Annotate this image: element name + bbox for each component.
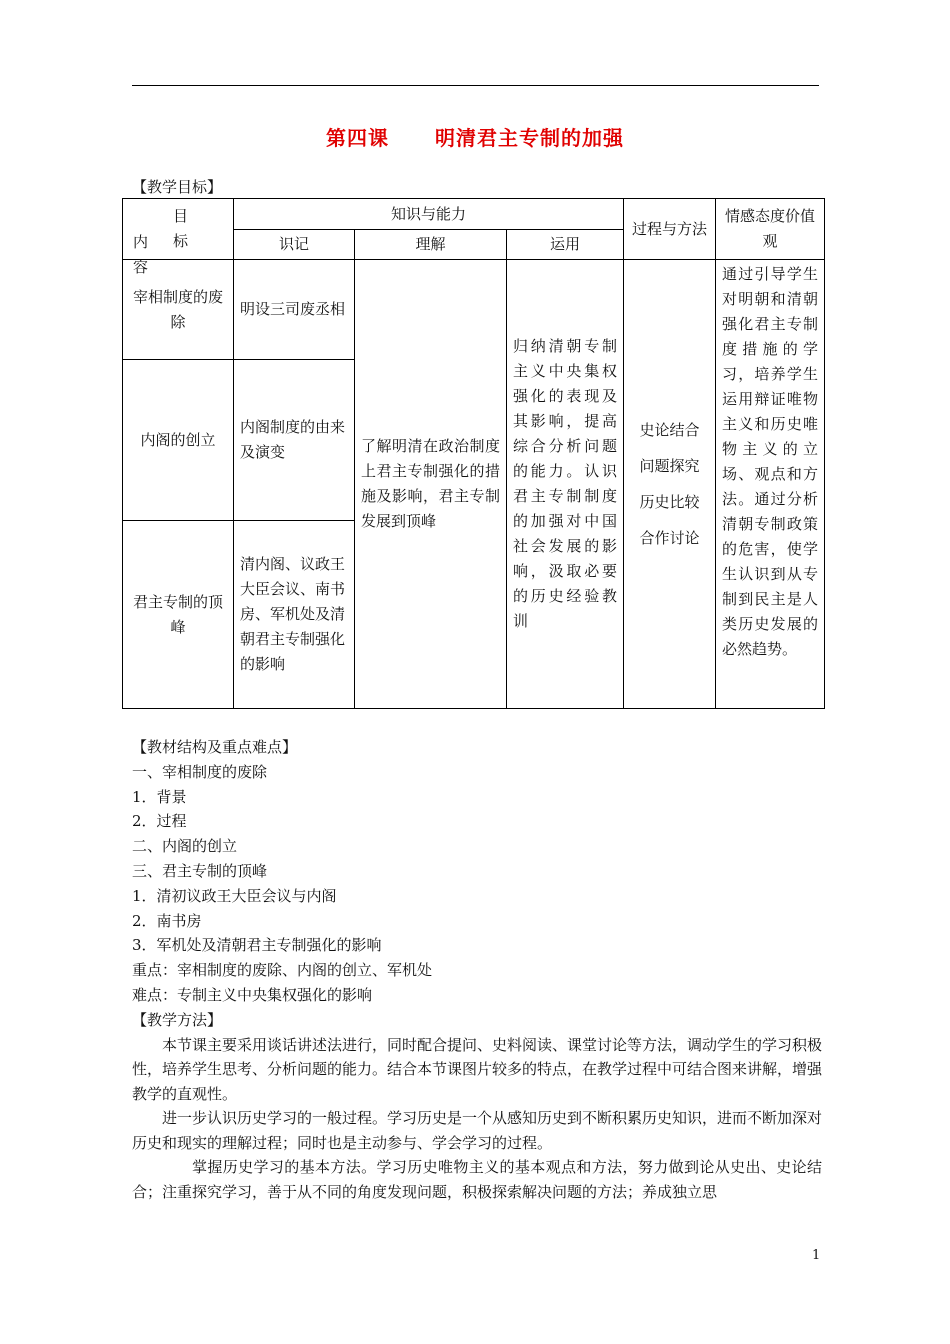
page-title <box>0 122 950 151</box>
header-knowledge: 知识与能力 <box>234 199 624 230</box>
methods-cell <box>624 260 716 709</box>
content-cell: 君主专制的顶峰 <box>123 521 234 709</box>
objectives-table <box>122 198 825 709</box>
paragraph: 进一步认识历史学习的一般过程。学习历史是一个从感知历史到不断积累历史知识，进而不断加深对历史和现实的理解过程；同时也是主动参与、学会学习的过程。 <box>132 1109 823 1152</box>
outline-heading: 【教材结构及重点难点】 <box>132 738 298 756</box>
method-item: 历史比较 <box>639 492 700 511</box>
table-corner-cell <box>123 199 234 276</box>
content-cell: 宰相制度的废除 <box>123 260 234 360</box>
lesson-name: 明清君主专制的加强 <box>435 126 624 150</box>
subheader-apply: 运用 <box>507 230 624 260</box>
section-heading-objectives: 【教学目标】 <box>132 178 223 196</box>
remember-cell: 内阁制度的由来及演变 <box>234 360 355 521</box>
emotion-cell: 通过引导学生对明朝和清朝强化君主专制度措施的学习，培养学生运用辩证唯物主义和历史唯物主义的立场、观点和方法。通过分析清朝专制政策的危害，使学生认识到从专制到民主是人类历史发展的必然趋势。 <box>716 260 825 709</box>
outline-section <box>132 735 822 1204</box>
header-rule <box>132 85 819 86</box>
corner-bottom-label: 内 容 <box>133 233 173 276</box>
page-number: 1 <box>812 1248 821 1263</box>
content-cell: 内阁的创立 <box>123 360 234 521</box>
apply-cell: 归纳清朝专制主义中央集权强化的表现及其影响，提高综合分析问题的能力。认识君主专制制度的加强对中国社会发展的影响，汲取必要的历史经验教训 <box>507 260 624 709</box>
subheader-remember: 识记 <box>234 230 355 260</box>
header-process: 过程与方法 <box>624 199 716 260</box>
method-item: 合作讨论 <box>639 528 700 547</box>
key-point: 重点：宰相制度的废除、内阁的创立、军机处 <box>132 961 433 980</box>
remember-cell: 明设三司废丞相 <box>234 260 355 360</box>
subheader-understand: 理解 <box>355 230 507 260</box>
list-item: 2．过程 <box>132 812 187 831</box>
list-item: 二、内阁的创立 <box>132 837 238 856</box>
method-item: 问题探究 <box>639 456 700 475</box>
list-item: 1．清初议政王大臣会议与内阁 <box>132 886 337 905</box>
lesson-number: 第四课 <box>326 126 389 150</box>
understand-cell: 了解明清在政治制度上君主专制强化的措施及影响，君主专制发展到顶峰 <box>355 260 507 709</box>
header-emotion: 情感态度价值观 <box>716 199 825 260</box>
difficult-point: 难点：专制主义中央集权强化的影响 <box>132 985 373 1004</box>
remember-cell: 清内阁、议政王大臣会议、南书房、军机处及清朝君主专制强化的影响 <box>234 521 355 709</box>
list-item: 2．南书房 <box>132 911 202 930</box>
list-item: 3．军机处及清朝君主专制强化的影响 <box>132 936 382 955</box>
paragraph: 本节课主要采用谈话讲述法进行，同时配合提问、史料阅读、课堂讨论等方法，调动学生的学习积极性，培养学生思考、分析问题的能力。结合本节课图片较多的特点，在教学过程中可结合图来讲解，增强教学的直观性。 <box>132 1035 823 1103</box>
list-item: 一、宰相制度的废除 <box>132 762 268 781</box>
corner-top-label: 目 标 <box>173 207 203 250</box>
list-item: 1．背景 <box>132 787 187 806</box>
list-item: 三、君主专制的顶峰 <box>132 861 268 880</box>
method-item: 史论结合 <box>639 420 700 439</box>
methods-heading: 【教学方法】 <box>132 1010 223 1029</box>
paragraph: 掌握历史学习的基本方法。学习历史唯物主义的基本观点和方法，努力做到论从史出、史论结合；注重探究学习，善于从不同的角度发现问题，积极探索解决问题的方法；养成独立思 <box>132 1158 822 1201</box>
